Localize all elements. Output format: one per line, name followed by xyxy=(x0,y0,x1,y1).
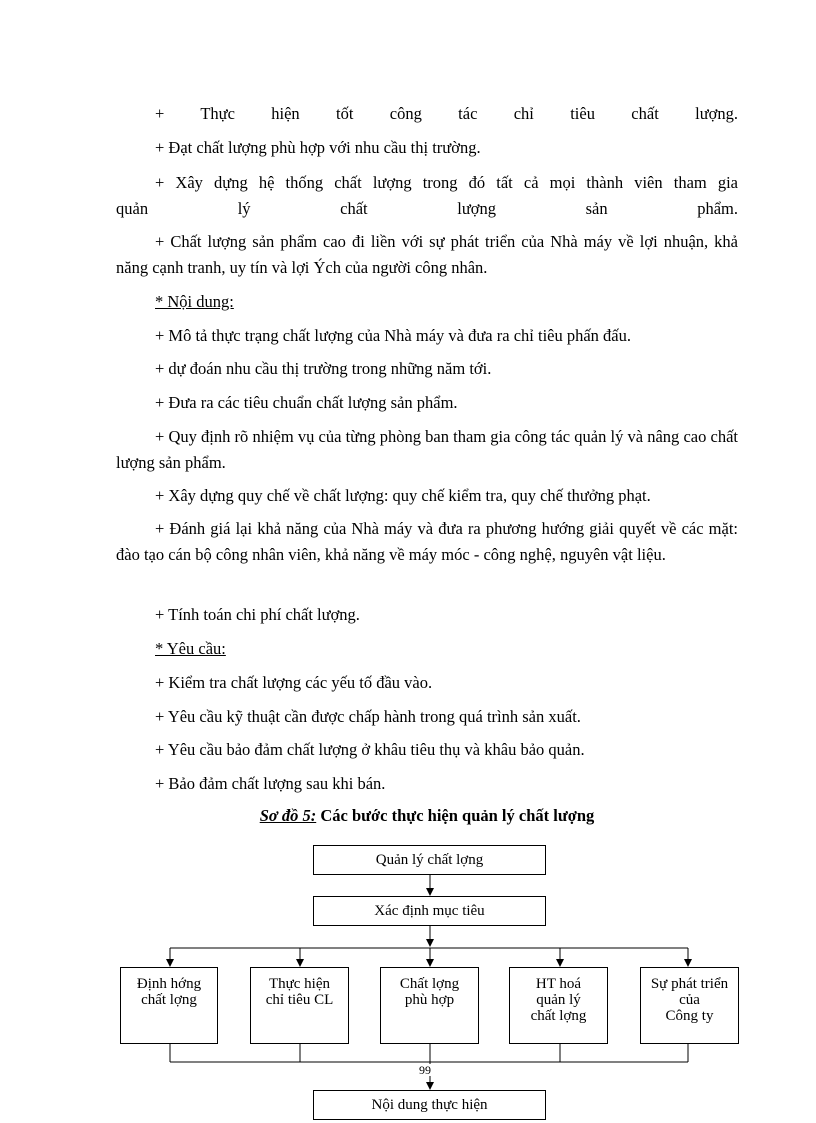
body-line-4: quản lý chất lượng sản phẩm. xyxy=(116,199,738,218)
flow-box-suitable-quality: Chất lợng phù hợp xyxy=(380,967,479,1044)
diagram-caption-text: Các bước thực hiện quản lý chất lượng xyxy=(316,806,595,825)
body-paragraph-12: + Đánh giá lại khả năng của Nhà máy và đưa ra phương hướng giải quyết về các mặt: đào tạo cán bộ công nhân viên, khả năng về máy móc - công nghệ, nguyên vật liệu. xyxy=(116,519,738,564)
body-line-2: + Đạt chất lượng phù hợp với nhu cầu thị trường. xyxy=(155,138,481,157)
body-line-9: + Đưa ra các tiêu chuẩn chất lượng sản phẩm. xyxy=(155,393,458,412)
flow-box-implementation-content: Nội dung thực hiện xyxy=(313,1090,546,1120)
body-line-15: + Kiểm tra chất lượng các yếu tố đầu vào. xyxy=(155,673,433,692)
body-line-1: + Thực hiện tốt công tác chỉ tiêu chất lượng. xyxy=(155,104,738,123)
flow-box-objectives: Xác định mục tiêu xyxy=(313,896,546,926)
body-line-11: + Xây dựng quy chế về chất lượng: quy chế kiểm tra, quy chế thưởng phạt. xyxy=(155,486,651,505)
body-line-7: + Mô tả thực trạng chất lượng của Nhà máy và đưa ra chỉ tiêu phấn đấu. xyxy=(155,326,631,345)
body-line-18: + Bảo đảm chất lượng sau khi bán. xyxy=(155,774,386,793)
body-line-13: + Tính toán chi phí chất lượng. xyxy=(155,605,360,624)
diagram-caption-label: Sơ đồ 5: xyxy=(259,806,317,825)
flow-box-system-management: HT hoá quản lý chất lợng xyxy=(509,967,608,1044)
flow-box-quality-management: Quản lý chất lợng xyxy=(313,845,546,875)
flow-box-quality-orientation: Định hớng chất lợng xyxy=(120,967,218,1044)
flow-box-company-development: Sự phát triển của Công ty xyxy=(640,967,739,1044)
page-number: 99 xyxy=(419,1063,431,1077)
body-line-17: + Yêu cầu bảo đảm chất lượng ở khâu tiêu thụ và khâu bảo quản. xyxy=(155,740,585,759)
body-paragraph-5: + Chất lượng sản phẩm cao đi liền với sự phát triển của Nhà máy về lợi nhuận, khả năng cạnh tranh, uy tín và lợi Ých của người công nhân. xyxy=(116,232,738,277)
section-heading-noi-dung: * Nội dung: xyxy=(155,292,234,311)
body-line-16: + Yêu cầu kỹ thuật cần được chấp hành trong quá trình sản xuất. xyxy=(155,707,581,726)
body-line-8: + dự đoán nhu cầu thị trường trong những năm tới. xyxy=(155,359,492,378)
flow-box-quality-targets: Thực hiện chỉ tiêu CL xyxy=(250,967,349,1044)
body-line-3: + Xây dựng hệ thống chất lượng trong đó tất cả mọi thành viên tham gia xyxy=(155,173,738,192)
body-paragraph-10: + Quy định rõ nhiệm vụ của từng phòng ban tham gia công tác quản lý và nâng cao chất lượng sản phẩm. xyxy=(116,427,738,472)
section-heading-yeu-cau: * Yêu cầu: xyxy=(155,639,226,658)
